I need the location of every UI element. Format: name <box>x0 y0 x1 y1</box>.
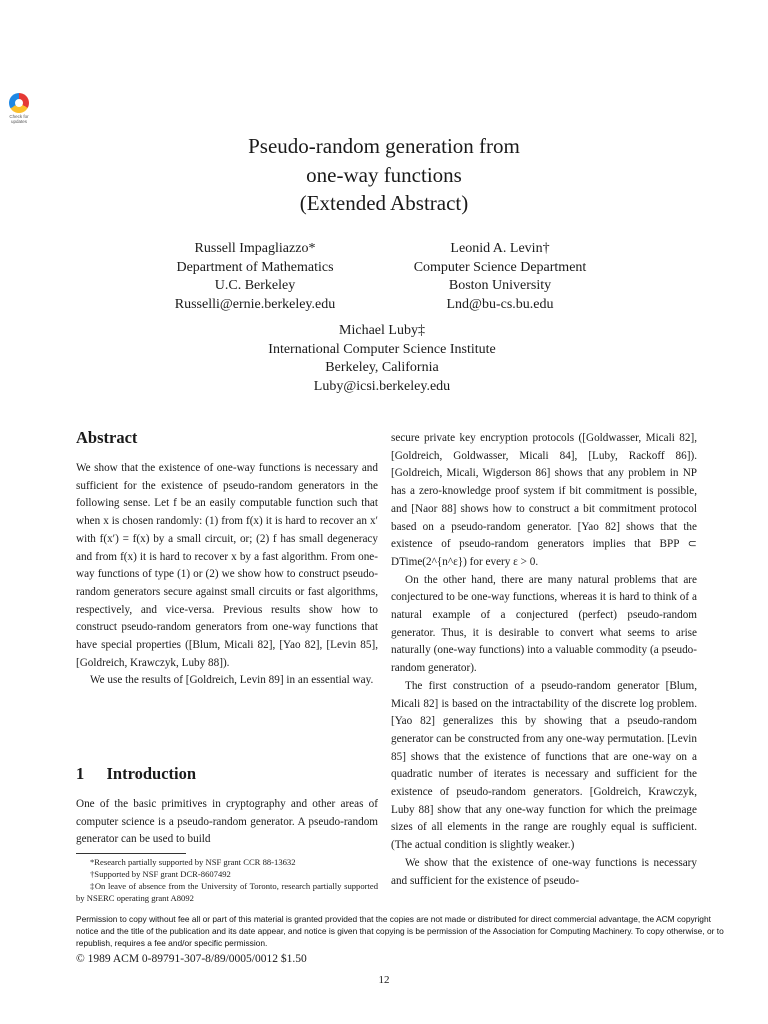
right-paragraph-3: The first construction of a pseudo-random generator [Blum, Micali 82] is based on the intractability of the discrete log problem. [Yao 82] generalizes this by showing that a pseudo-random generator can be constructed from any one-way permutation. [Levin 85] shows that the existence of functions that are one-way on a quadratic number of iterates is necessary and sufficient for the existence of pseudo-random generators. [Goldreich, Krawczyk, Luby 88] show that any one-way function for which the preimage sizes of all elements in the range are roughly equal is sufficient. (The actual condition is slightly weaker.) <box>391 679 697 852</box>
author-name: Michael Luby‡ <box>339 323 425 338</box>
section-title: Introduction <box>106 764 197 783</box>
author-email: Russelli@ernie.berkeley.edu <box>174 296 336 312</box>
abstract-paragraph-2: We use the results of [Goldreich, Levin 89] in an essential way. <box>90 674 374 687</box>
footnote-divider <box>76 853 186 854</box>
right-paragraph-4: We show that the existence of one-way functions is necessary and sufficient for the existence of pseudo- <box>391 856 697 887</box>
author-name: Leonid A. Levin† <box>450 241 550 256</box>
section-number: 1 <box>76 764 85 783</box>
copyright-line: © 1989 ACM 0-89791-307-8/89/0005/0012 $1.50 <box>76 953 307 965</box>
right-column-body <box>391 430 697 890</box>
author-location: Berkeley, California <box>325 360 439 375</box>
author-institution: U.C. Berkeley <box>214 278 296 293</box>
section-heading-introduction <box>76 764 196 784</box>
footnotes <box>76 856 378 904</box>
badge-label: Check for updates <box>9 114 29 124</box>
paper-title <box>0 132 768 218</box>
author-name: Russell Impagliazzo* <box>194 241 316 256</box>
page-number: 12 <box>378 974 390 986</box>
author-institution: International Computer Science Institute <box>268 341 496 357</box>
title-line-1: Pseudo-random generation from <box>248 134 520 158</box>
title-line-3: (Extended Abstract) <box>299 191 469 215</box>
author-impagliazzo <box>150 240 360 314</box>
abstract-body <box>76 460 378 690</box>
footnote-2: †Supported by NSF grant DCR-8607492 <box>90 869 231 879</box>
crossmark-icon <box>9 93 29 113</box>
right-paragraph-2: On the other hand, there are many natural problems that are conjectured to be one-way functions, whereas it is hard to think of a natural example of a conjectured (perfect) pseudo-random generator. Thus, it is desirable to convert what seems to arise naturally (one-way functions) into a valuable commodity (a pseudo-random generator). <box>391 573 697 675</box>
right-paragraph-1: secure private key encryption protocols ([Goldwasser, Micali 82], [Goldreich, Goldwasser, Micali 84], [Luby, Rackoff 86]). [Goldreich, Micali, Wigderson 86] shows that any problem in NP has a zero-knowledge proof system if bit commitment is possible, and [Naor 88] shows how to construct a bit commitment protocol based on a pseudo-random generator. [Yao 82] shows that the existence of pseudo-random generators implies that BPP ⊂ DTime(2^{n^ε}) for every ε > 0. <box>391 432 697 568</box>
author-dept: Computer Science Department <box>413 259 587 275</box>
abstract-heading: Abstract <box>76 428 138 447</box>
title-line-2: one-way functions <box>306 162 462 187</box>
introduction-body <box>76 796 378 849</box>
author-luby <box>200 322 564 396</box>
author-institution: Boston University <box>448 278 552 293</box>
author-email: Luby@icsi.berkeley.edu <box>313 378 451 394</box>
author-levin <box>390 240 610 314</box>
footnote-1: *Research partially supported by NSF grant CCR 88-13632 <box>90 857 296 867</box>
author-email: Lnd@bu-cs.bu.edu <box>446 296 554 312</box>
footnote-3: ‡On leave of absence from the University of Toronto, research partially supported by NSERC operating grant A8092 <box>76 881 378 903</box>
permission-notice: Permission to copy without fee all or part of this material is granted provided that the copies are not made or distributed for direct commercial advantage, the ACM copyright notice and the title of the publication and its date appear, and notice is given that copying is be permission of the Association for Computing Machinery. To copy otherwise, or to republish, requires a fee and/or specific permission. <box>76 914 724 948</box>
intro-paragraph-1: One of the basic primitives in cryptography and other areas of computer science is a pseudo-random generator. A pseudo-random generator can be used to build <box>76 798 378 846</box>
author-dept: Department of Mathematics <box>176 259 334 275</box>
abstract-paragraph-1: We show that the existence of one-way functions is necessary and sufficient for the existence of pseudo-random generators in the following sense. Let f be an easily computable function such that when x is chosen randomly: (1) from f(x) it is hard to recover an x′ with f(x′) = f(x) by a small circuit, or; (2) f has small degeneracy and from f(x) it is hard to recover x by a fast algorithm. From one-way functions of type (1) or (2) we show how to construct pseudo-random generators secure against small circuits or fast algorithms, respectively, and vice-versa. Previous results show how to construct pseudo-random generators from one-way functions that have special properties ([Blum, Micali 82], [Yao 82], [Levin 85], [Goldreich, Krawczyk, Luby 88]). <box>76 462 378 669</box>
check-for-updates-badge[interactable] <box>6 93 32 124</box>
